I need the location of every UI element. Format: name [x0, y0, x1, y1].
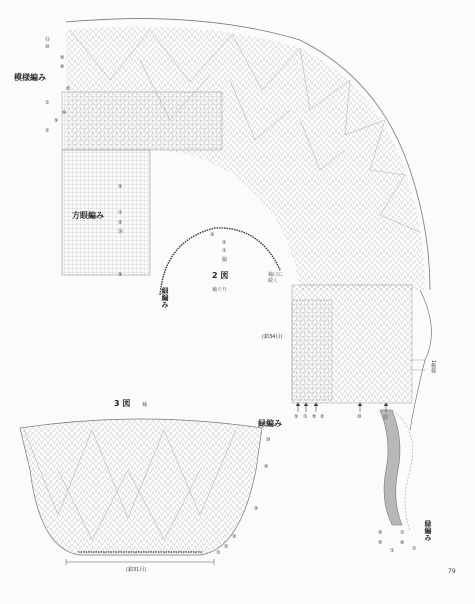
row-marker: ③: [210, 232, 215, 238]
row-marker: ⑨: [60, 55, 65, 61]
row-marker: ⑤: [118, 272, 123, 278]
row-marker: ②: [320, 414, 325, 420]
row-marker: ⑤: [378, 530, 383, 536]
row-marker: ⑬: [45, 37, 51, 43]
row-marker: ②: [224, 544, 229, 550]
rib-stitch-label: 細編み: [161, 287, 169, 308]
row-marker: ⑤: [294, 414, 299, 420]
row-marker: ①: [412, 546, 417, 552]
row-marker: ③: [232, 534, 237, 540]
edge-stitch-label-top: 緑編み: [258, 419, 282, 428]
page-number: 79: [448, 568, 456, 575]
row-marker: ①: [303, 414, 308, 420]
row-marker: ⑳: [118, 229, 124, 235]
row-marker: ⑤: [118, 184, 123, 190]
row-marker: ⑤: [378, 540, 383, 546]
arrow-up-icon: [296, 403, 388, 412]
row-marker: ①: [222, 248, 227, 254]
row-marker: ①: [45, 128, 50, 134]
fig2-caption: 袖ぐり: [212, 287, 228, 293]
chain-31-label: (鎖31目): [126, 567, 147, 573]
fig3-caption: 袖: [142, 402, 148, 408]
row-marker: ⑧: [60, 64, 65, 70]
row-marker: ⑬: [383, 415, 389, 421]
one-repeat-label: 1模様: [430, 360, 436, 374]
mesh-stitch-label: 方眼編み: [72, 211, 104, 220]
row-marker: ①: [390, 548, 395, 554]
row-marker: ①: [400, 530, 405, 536]
row-marker: ①: [118, 210, 123, 216]
row-marker: ⑤: [66, 86, 71, 92]
pattern-stitch-label: 模様編み: [14, 73, 46, 82]
row-marker: ⑤: [54, 118, 59, 124]
side-label: 脇: [222, 257, 228, 263]
row-marker: ⑩: [62, 110, 67, 116]
row-marker: ⑩: [266, 437, 271, 443]
row-marker: ⑩: [45, 44, 50, 50]
row-marker: ⑤: [254, 506, 259, 512]
edge-stitch-strip: [380, 410, 413, 530]
row-marker: ①: [45, 100, 50, 106]
edge-stitch-label-bottom: 緑編み: [424, 520, 432, 541]
row-marker: ⑤: [312, 414, 317, 420]
continue-note: 袖口に 続く: [268, 272, 284, 284]
row-marker: ⑤: [264, 464, 269, 470]
row-marker: ②: [118, 220, 123, 226]
row-marker: ①: [216, 550, 221, 556]
fig2-number: 2 図: [212, 271, 229, 280]
row-marker: ⑩: [357, 414, 362, 420]
chain-34-label: (鎖34目): [262, 334, 283, 340]
row-marker: ②: [222, 240, 227, 246]
fig3-number: 3 図: [114, 399, 131, 408]
row-marker: ④: [400, 540, 405, 546]
